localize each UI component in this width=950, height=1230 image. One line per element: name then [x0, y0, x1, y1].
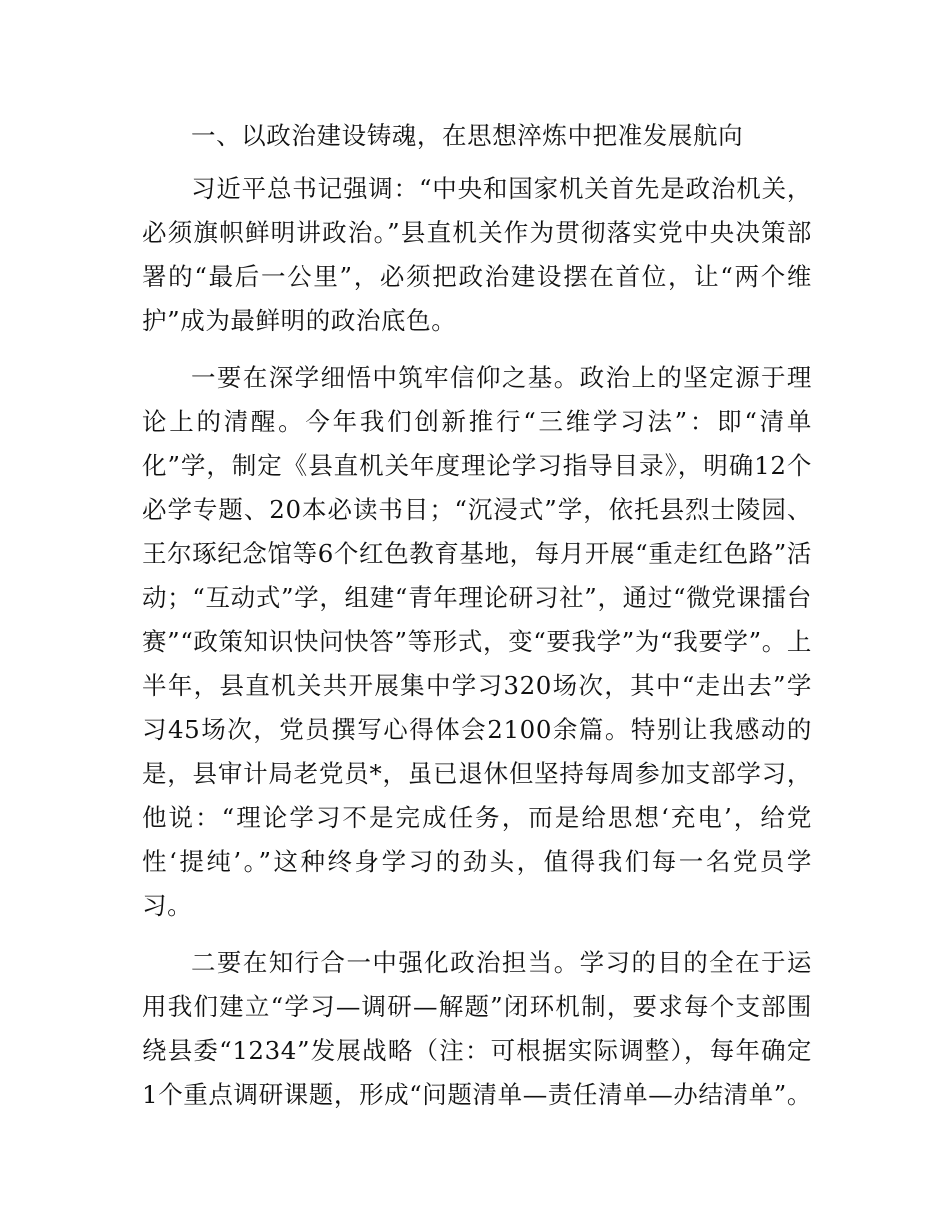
- section-heading: 一、以政治建设铸魂，在思想淬炼中把准发展航向: [191, 121, 744, 150]
- paragraph-point-two: 二要在知行合一中强化政治担当。学习的目的全在于运用我们建立“学习—调研—解题”闭环机制，要求每个支部围绕县委“1234”发展战略（注：可根据实际调整），每年确定1个重点调研课题，形成“问题清单—责任清单—办结清单”。: [142, 948, 812, 1109]
- document-body: [142, 114, 812, 1130]
- paragraph-point-one: 一要在深学细悟中筑牢信仰之基。政治上的坚定源于理论上的清醒。今年我们创新推行“三维学习法”：即“清单化”学，制定《县直机关年度理论学习指导目录》，明确12个必学专题、20本必读书目；“沉浸式”学，依托县烈士陵园、王尔琢纪念馆等6个红色教育基地，每月开展“重走红色路”活动；“互动式”学，组建“青年理论研习社”，通过“微党课擂台赛”“政策知识快问快答”等形式，变“要我学”为“我要学”。上半年，县直机关共开展集中学习320场次，其中“走出去”学习45场次，党员撰写心得体会2100余篇。特别让我感动的是，县审计局老党员*，虽已退休但坚持每周参加支部学习，他说：“理论学习不是完成任务，而是给思想‘充电’，给党性‘提纯’。”这种终身学习的劲头，值得我们每一名党员学习。: [142, 363, 812, 920]
- paragraph-intro: 习近平总书记强调：“中央和国家机关首先是政治机关，必须旗帜鲜明讲政治。”县直机关作为贯彻落实党中央决策部署的“最后一公里”，必须把政治建设摆在首位，让“两个维护”成为最鲜明的政治底色。: [142, 174, 812, 335]
